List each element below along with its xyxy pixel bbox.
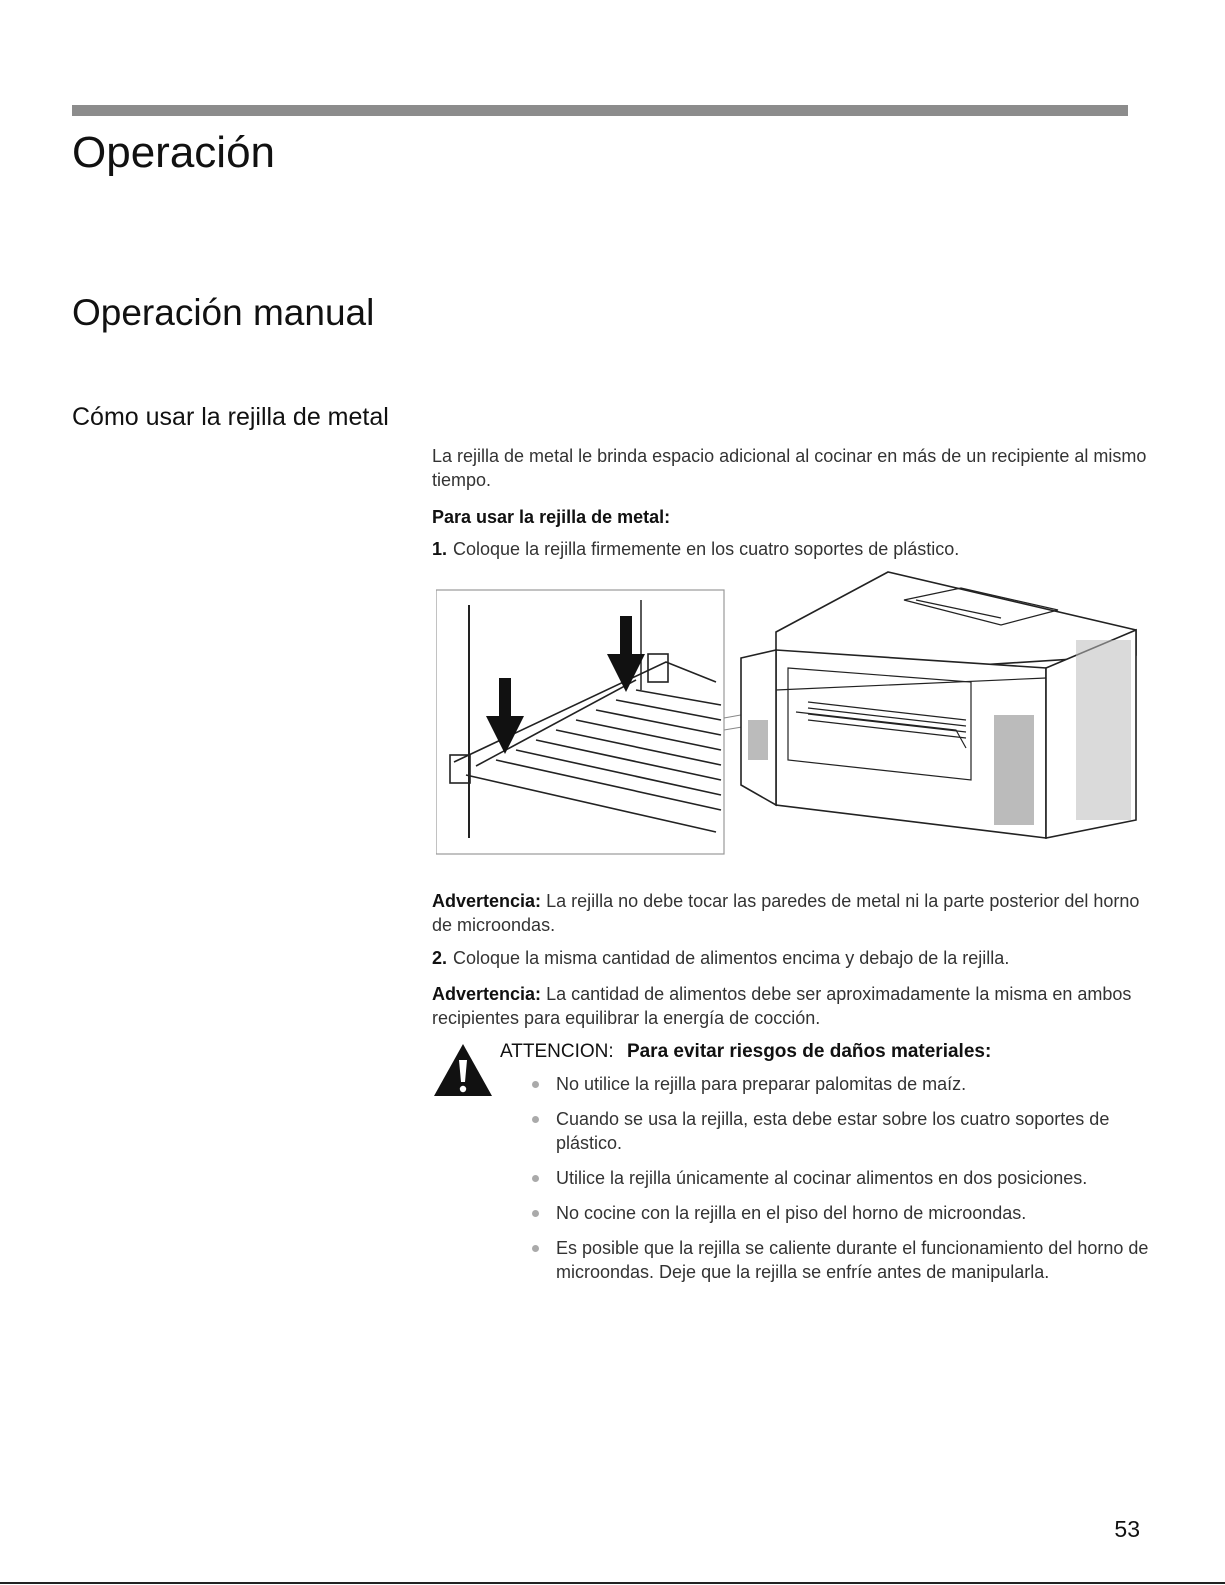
step-number: 1.: [432, 539, 448, 559]
step-text: Coloque la rejilla firmemente en los cuatro soportes de plástico.: [453, 539, 960, 559]
step-1: [432, 537, 1152, 561]
list-item: No utilice la rejilla para preparar palomitas de maíz.: [530, 1072, 1150, 1096]
caution-list: [530, 1072, 1150, 1295]
subsection-title: Cómo usar la rejilla de metal: [72, 403, 389, 431]
warning-triangle-icon: [432, 1042, 494, 1098]
list-item: No cocine con la rejilla en el piso del horno de microondas.: [530, 1201, 1150, 1225]
warning-label: Advertencia:: [432, 891, 542, 911]
rack-installation-illustration: [436, 570, 1148, 870]
bottom-rule: [0, 1582, 1225, 1584]
section-title: Operación manual: [72, 292, 375, 333]
caution-label: ATTENCION:: [500, 1041, 614, 1062]
warning-text: La rejilla no debe tocar las paredes de metal ni la parte posterior del horno de microondas.: [432, 891, 1140, 935]
list-item: Utilice la rejilla únicamente al cocinar alimentos en dos posiciones.: [530, 1166, 1150, 1190]
warning-label: Advertencia:: [432, 984, 542, 1004]
page-title: Operación: [72, 128, 276, 177]
step-text: Coloque la misma cantidad de alimentos encima y debajo de la rejilla.: [453, 948, 1010, 968]
list-item: Cuando se usa la rejilla, esta debe estar sobre los cuatro soportes de plástico.: [530, 1107, 1150, 1155]
intro-paragraph: La rejilla de metal le brinda espacio adicional al cocinar en más de un recipiente al mismo tiempo.: [432, 446, 1147, 490]
caution-title: Para evitar riesgos de daños materiales:: [626, 1041, 992, 1062]
warning-1: [432, 889, 1152, 937]
warning-2: [432, 982, 1152, 1030]
instructions-heading: Para usar la rejilla de metal:: [432, 507, 671, 527]
page-number: 53: [1114, 1516, 1140, 1542]
step-2: [432, 946, 1152, 970]
warning-text: La cantidad de alimentos debe ser aproximadamente la misma en ambos recipientes para equilibrar la energía de cocción.: [432, 984, 1132, 1028]
list-item: Es posible que la rejilla se caliente durante el funcionamiento del horno de microondas. Deje que la rejilla se enfríe antes de manipularla.: [530, 1236, 1150, 1284]
caution-heading: [500, 1041, 991, 1063]
header-rule: [72, 105, 1128, 116]
step-number: 2.: [432, 948, 448, 968]
